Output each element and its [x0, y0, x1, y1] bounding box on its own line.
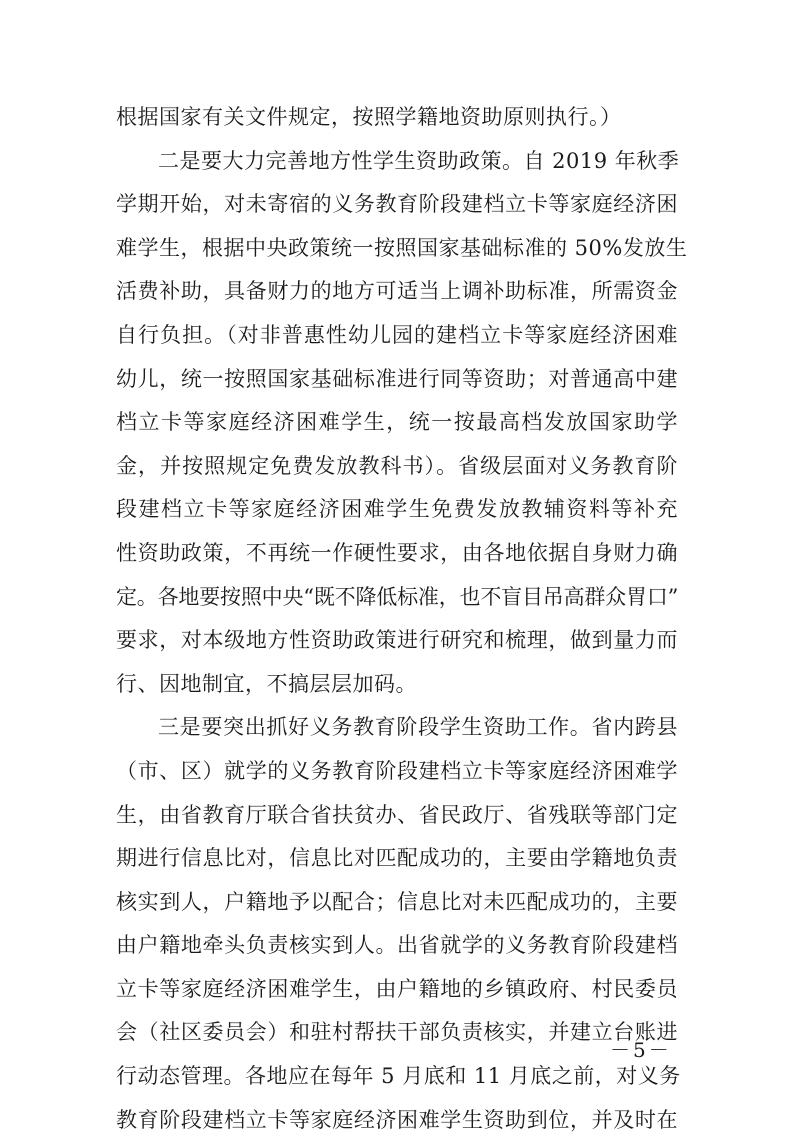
text-line: 档立卡等家庭经济困难学生，统一按最高档发放国家助学 [116, 410, 678, 435]
text-line: 由户籍地牵头负责核实到人。出省就学的义务教育阶段建档 [116, 933, 678, 958]
text-line: 二是要大力完善地方性学生资助政策。自 2019 年秋季 [158, 148, 680, 173]
text-line: 幼儿，统一按照国家基础标准进行同等资助；对普通高中建 [116, 366, 678, 391]
text-line: 生，由省教育厅联合省扶贫办、省民政厅、省残联等部门定 [116, 802, 678, 827]
text-line: 核实到人，户籍地予以配合；信息比对未匹配成功的，主要 [116, 889, 678, 914]
text-line: 学期开始，对未寄宿的义务教育阶段建档立卡等家庭经济困 [116, 192, 678, 217]
text-line: 期进行信息比对，信息比对匹配成功的，主要由学籍地负责 [116, 846, 678, 871]
text-line: （市、区）就学的义务教育阶段建档立卡等家庭经济困难学 [116, 758, 678, 783]
text-line: 定。各地要按照中央“既不降低标准，也不盲目吊高群众胃口” [116, 584, 678, 609]
text-line: 性资助政策，不再统一作硬性要求，由各地依据自身财力确 [116, 540, 678, 565]
text-line: 自行负担。（对非普惠性幼儿园的建档立卡等家庭经济困难 [116, 322, 678, 347]
text-line: 行动态管理。各地应在每年 5 月底和 11 月底之前，对义务 [116, 1064, 681, 1089]
text-line: 要求，对本级地方性资助政策进行研究和梳理，做到量力而 [116, 628, 678, 653]
page-number: －5－ [610, 1038, 672, 1062]
text-line: 立卡等家庭经济困难学生，由户籍地的乡镇政府、村民委员 [116, 976, 678, 1001]
text-line: 教育阶段建档立卡等家庭经济困难学生资助到位，并及时在 [116, 1107, 678, 1132]
text-line: 难学生，根据中央政策统一按照国家基础标准的 50%发放生 [116, 235, 688, 260]
text-line: 段建档立卡等家庭经济困难学生免费发放教辅资料等补充 [116, 497, 678, 522]
text-line: 活费补助，具备财力的地方可适当上调补助标准，所需资金 [116, 279, 678, 304]
text-line: 行、因地制宜，不搞层层加码。 [116, 671, 417, 696]
text-line: 会（社区委员会）和驻村帮扶干部负责核实，并建立台账进 [116, 1020, 678, 1045]
text-line: 根据国家有关文件规定，按照学籍地资助原则执行。） [116, 105, 622, 129]
body-text [116, 96, 688, 1142]
text-line: 金，并按照规定免费发放教科书）。省级层面对义务教育阶 [116, 453, 678, 478]
text-line: 三是要突出抓好义务教育阶段学生资助工作。省内跨县 [158, 715, 678, 740]
